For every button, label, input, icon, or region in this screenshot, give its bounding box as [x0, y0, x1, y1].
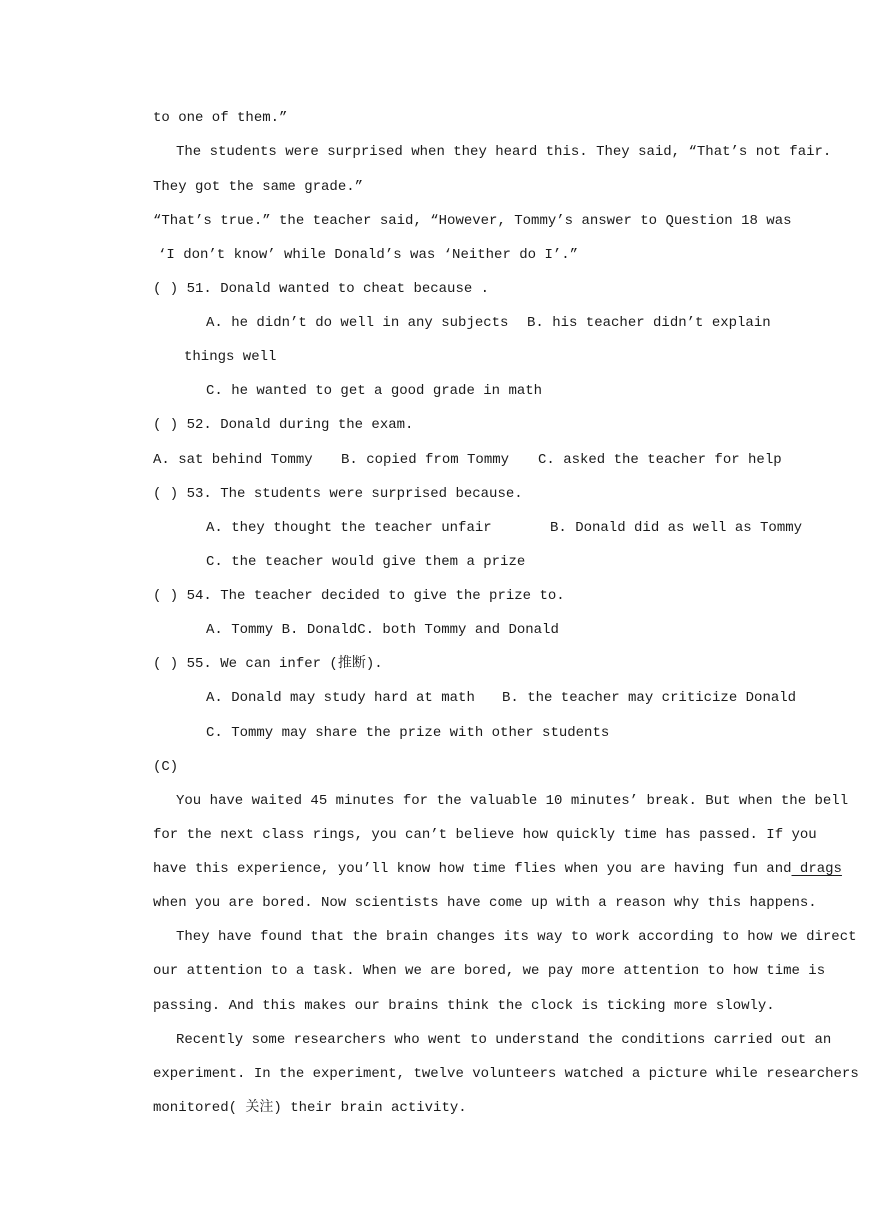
passage-b-line: to one of them.” — [153, 110, 288, 126]
question-stem: ( ) 53. The students were surprised because. — [153, 486, 523, 502]
passage-c-line — [153, 859, 842, 879]
passage-c-line: for the next class rings, you can’t believe how quickly time has passed. If you — [153, 827, 817, 843]
option-c: C. asked the teacher for help — [538, 452, 782, 468]
passage-c-line: monitored( 关注) their brain activity. — [153, 1100, 467, 1116]
question-stem: ( ) 51. Donald wanted to cheat because . — [153, 281, 490, 297]
passage-c-line: passing. And this makes our brains think the clock is ticking more slowly. — [153, 998, 775, 1014]
passage-c-line: They have found that the brain changes its way to work according to how we direct — [176, 929, 857, 945]
option-b-continued: things well — [184, 349, 277, 365]
option-b: B. Donald did as well as Tommy — [550, 520, 803, 536]
passage-c-line: when you are bored. Now scientists have come up with a reason why this happens. — [153, 895, 817, 911]
passage-c-line: You have waited 45 minutes for the valuable 10 minutes’ break. But when the bell — [176, 793, 849, 809]
passage-b-line: They got the same grade.” — [153, 179, 364, 195]
question-stem: ( ) 52. Donald during the exam. — [153, 417, 414, 433]
passage-b-line: ‘I don’t know’ while Donald’s was ‘Neither do I’.” — [158, 247, 579, 263]
option-b: B. his teacher didn’t explain — [527, 315, 771, 331]
option-a: A. they thought the teacher unfair — [206, 520, 492, 536]
option-c: C. he wanted to get a good grade in math — [206, 383, 543, 399]
passage-c-text: have this experience, you’ll know how time flies when you are having fun and — [153, 861, 792, 877]
passage-b-line: The students were surprised when they heard this. They said, “That’s not fair. — [176, 144, 832, 160]
option-a: A. Donald may study hard at math — [206, 690, 475, 706]
option-a: A. sat behind Tommy — [153, 452, 313, 468]
option-c: C. Tommy may share the prize with other students — [206, 725, 610, 741]
section-label: (C) — [153, 759, 179, 775]
question-stem: ( ) 55. We can infer (推断). — [153, 656, 383, 672]
underlined-word-drags: drags — [791, 861, 842, 877]
passage-c-line: experiment. In the experiment, twelve volunteers watched a picture while researchers — [153, 1066, 859, 1082]
option-b: B. copied from Tommy — [341, 452, 510, 468]
passage-b-line: “That’s true.” the teacher said, “However, Tommy’s answer to Question 18 was — [153, 213, 792, 229]
option-c: C. the teacher would give them a prize — [206, 554, 526, 570]
passage-c-line: our attention to a task. When we are bored, we pay more attention to how time is — [153, 963, 826, 979]
question-stem: ( ) 54. The teacher decided to give the prize to. — [153, 588, 565, 604]
option-a: A. he didn’t do well in any subjects — [206, 315, 509, 331]
option-b: B. the teacher may criticize Donald — [502, 690, 797, 706]
passage-c-line: Recently some researchers who went to understand the conditions carried out an — [176, 1032, 832, 1048]
options-line: A. Tommy B. DonaldC. both Tommy and Donald — [206, 622, 559, 638]
